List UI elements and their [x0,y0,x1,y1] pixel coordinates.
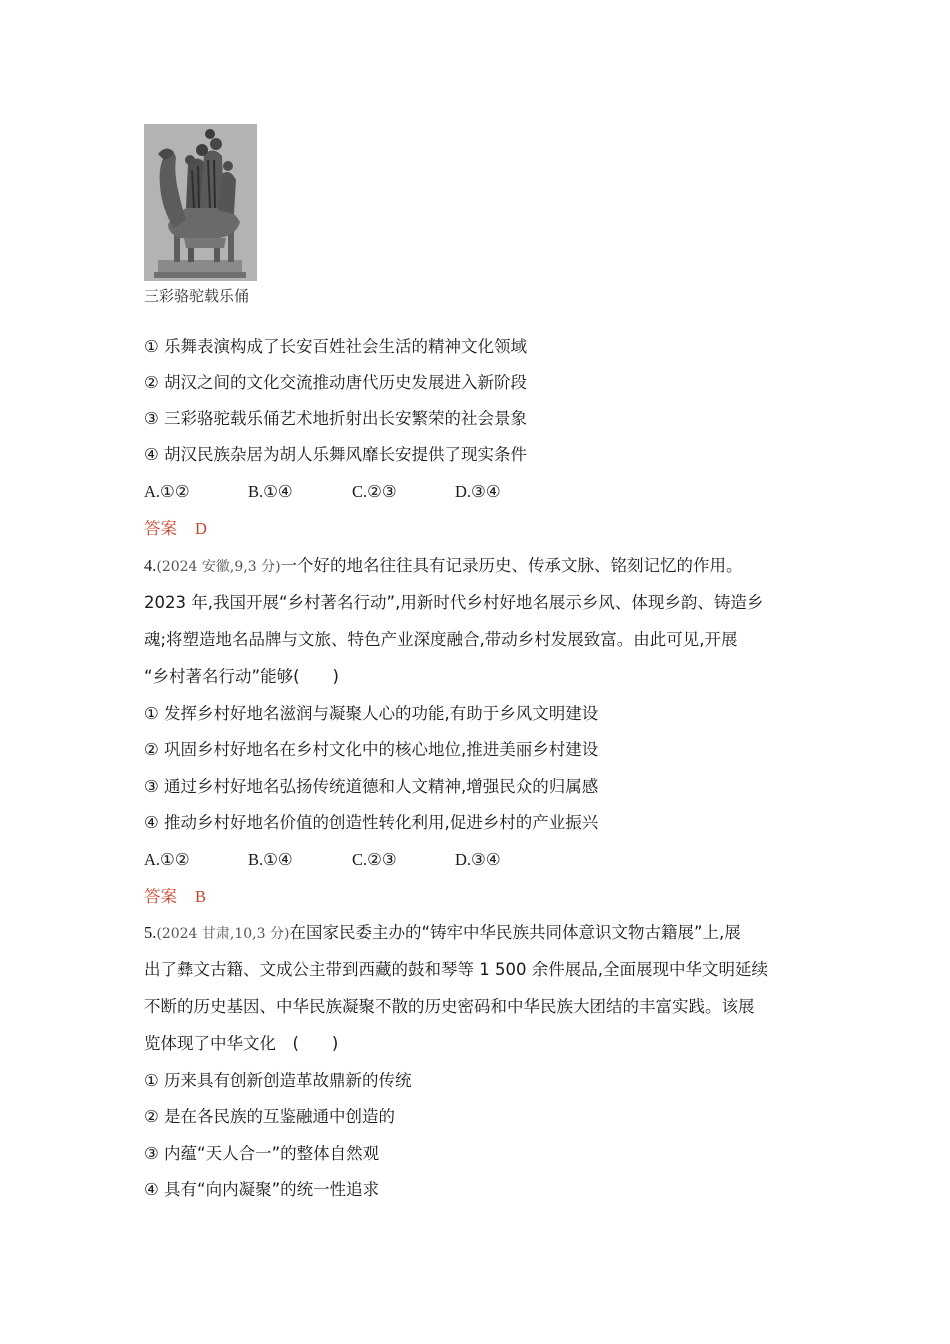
q4-stem-text-1: 一个好的地名往往具有记录历史、传承文脉、铭刻记忆的作用。 [280,556,743,575]
q3-statement-2: ② 胡汉之间的文化交流推动唐代历史发展进入新阶段 [144,373,528,392]
q4-answer-value: B [195,887,207,906]
q3-option-a: A.①② [144,482,190,501]
q4-answer-label: 答案 [144,887,177,906]
q5-stem-line-4: 览体现了中华文化 ( ) [144,1034,339,1053]
q5-number: 5. [144,923,157,942]
q4-stem-line-1 [144,555,743,578]
q3-option-c: C.②③ [352,482,397,501]
q4-options [144,849,501,871]
q3-answer-label: 答案 [144,519,177,538]
q4-stem-line-3: 魂;将塑造地名品牌与文旅、特色产业深度融合,带动乡村发展致富。由此可见,开展 [144,630,738,649]
q3-answer-value: D [195,519,207,538]
camel-figurine-image [144,124,257,281]
q5-source: (2024 甘肃,10,3 分) [156,926,290,942]
q4-statement-1: ① 发挥乡村好地名滋润与凝聚人心的功能,有助于乡风文明建设 [144,704,599,723]
q4-stem-line-4: “乡村著名行动”能够( ) [144,667,339,686]
q5-stem-line-3: 不断的历史基因、中华民族凝聚不散的历史密码和中华民族大团结的丰富实践。该展 [144,997,755,1016]
q3-options [144,481,501,503]
q4-number: 4. [144,556,157,575]
q4-statement-2: ② 巩固乡村好地名在乡村文化中的核心地位,推进美丽乡村建设 [144,740,599,759]
q5-stem-line-2: 出了彝文古籍、文成公主带到西藏的鼓和琴等 1 500 余件展品,全面展现中华文明延续 [144,960,768,979]
q5-statement-4: ④ 具有“向内凝聚”的统一性追求 [144,1180,380,1199]
q3-statement-3: ③ 三彩骆驼载乐俑艺术地折射出长安繁荣的社会景象 [144,409,528,428]
q3-answer [144,518,207,540]
q4-option-b: B.①④ [248,850,293,869]
q4-option-d: D.③④ [455,850,501,869]
q4-option-c: C.②③ [352,850,397,869]
q5-statement-1: ① 历来具有创新创造革故鼎新的传统 [144,1071,412,1090]
q4-answer [144,886,206,908]
camel-figurine-icon [144,124,257,281]
q5-statement-2: ② 是在各民族的互鉴融通中创造的 [144,1107,396,1126]
figure-caption: 三彩骆驼载乐俑 [144,287,250,305]
q5-stem-text-1: 在国家民委主办的“铸牢中华民族共同体意识文物古籍展”上,展 [289,923,741,942]
q3-option-b: B.①④ [248,482,293,501]
q4-stem-line-2: 2023 年,我国开展“乡村著名行动”,用新时代乡村好地名展示乡风、体现乡韵、铸造乡 [144,593,764,612]
q4-option-a: A.①② [144,850,190,869]
q5-stem-line-1 [144,922,741,945]
q3-statement-4: ④ 胡汉民族杂居为胡人乐舞风靡长安提供了现实条件 [144,445,528,464]
q5-statement-3: ③ 内蕴“天人合一”的整体自然观 [144,1144,380,1163]
q4-statement-3: ③ 通过乡村好地名弘扬传统道德和人文精神,增强民众的归属感 [144,777,599,796]
q4-statement-4: ④ 推动乡村好地名价值的创造性转化利用,促进乡村的产业振兴 [144,813,599,832]
q3-statement-1: ① 乐舞表演构成了长安百姓社会生活的精神文化领域 [144,337,528,356]
q4-source: (2024 安徽,9,3 分) [156,559,281,575]
q3-option-d: D.③④ [455,482,501,501]
